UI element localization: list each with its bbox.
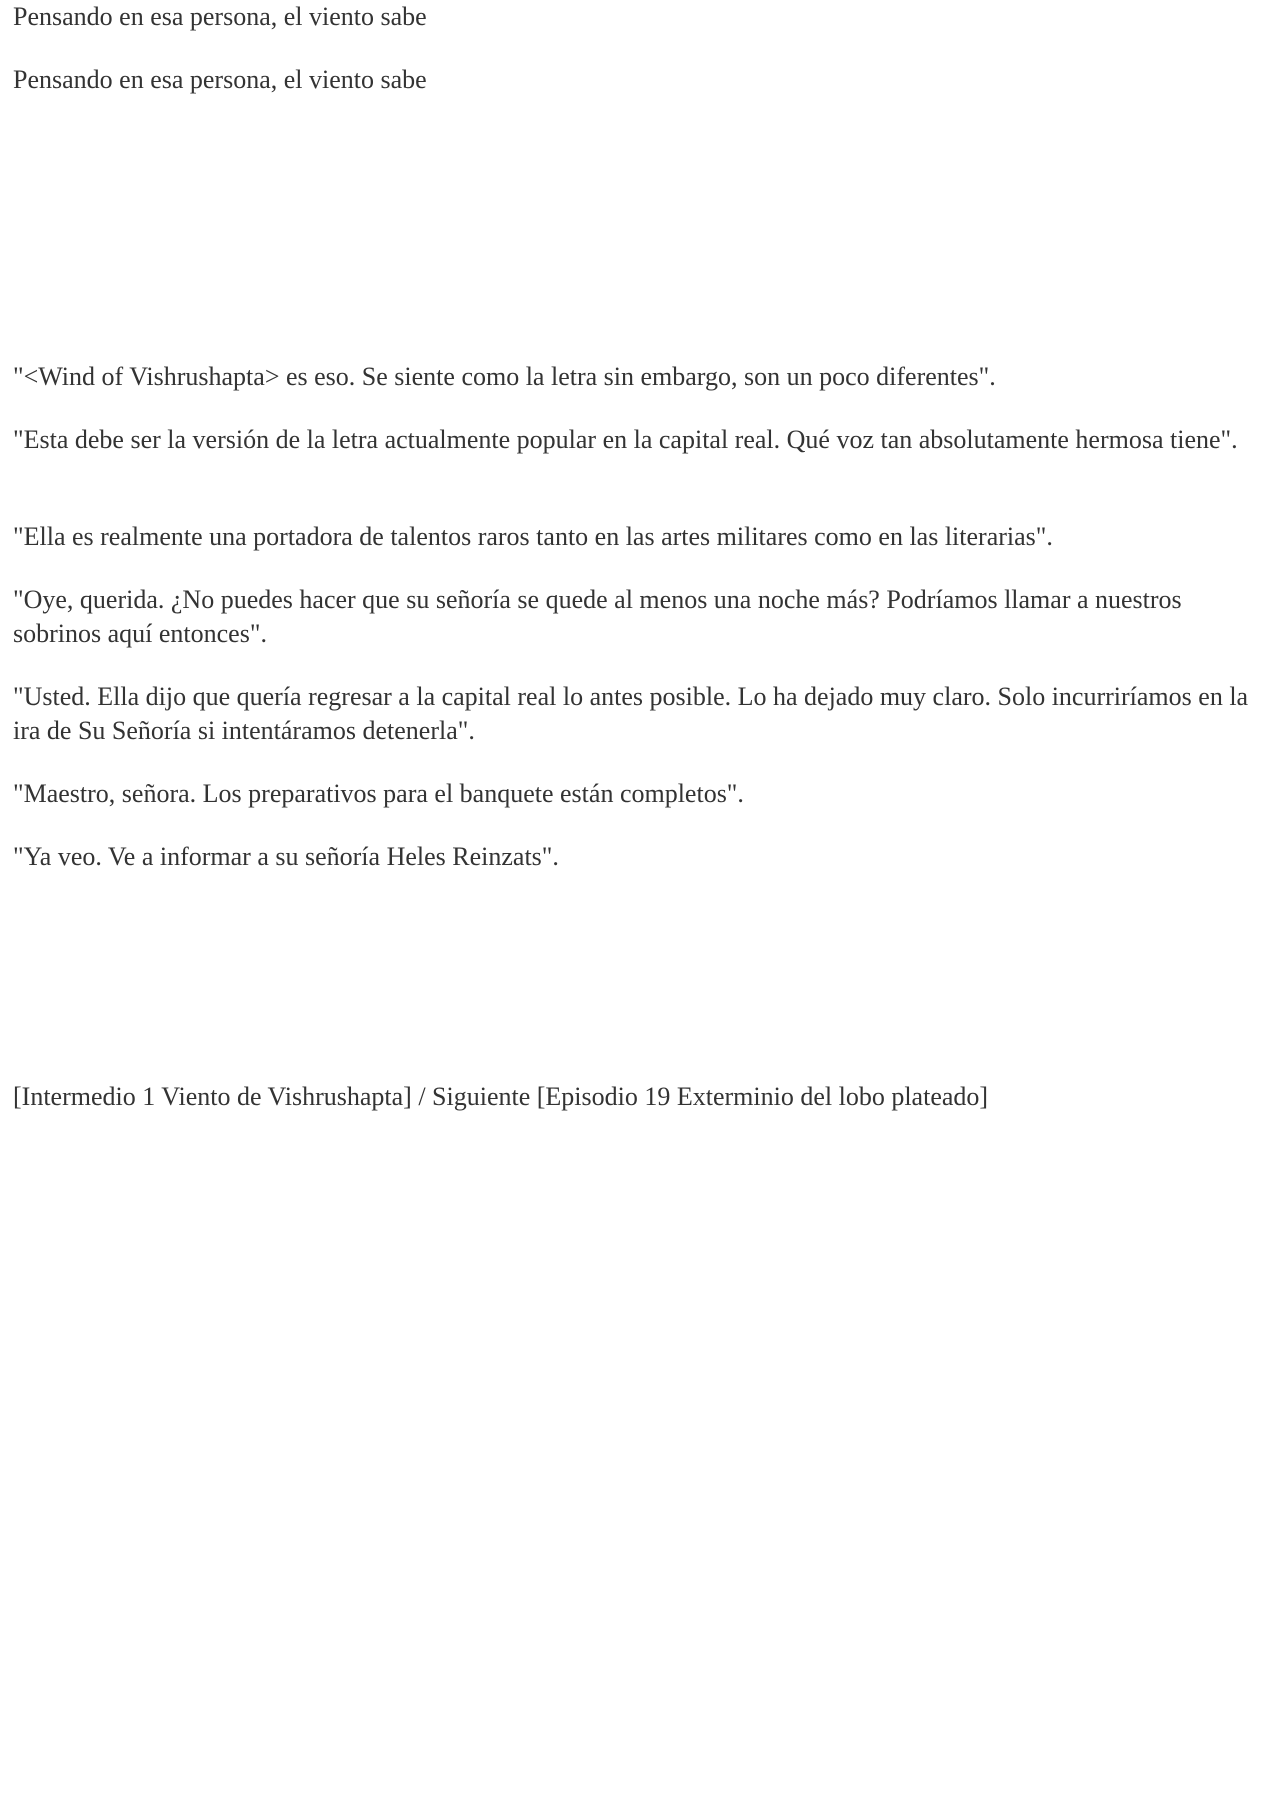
nav-separator: / Siguiente <box>411 1082 537 1111</box>
previous-chapter-link[interactable]: [Intermedio 1 Viento de Vishrushapta] <box>13 1082 412 1111</box>
song-lyric-line: Pensando en esa persona, el viento sabe <box>13 2 427 31</box>
chapter-navigation <box>13 1080 1253 1114</box>
dialogue-paragraph: "Esta debe ser la versión de la letra actualmente popular en la capital real. Qué voz tan absolutamente hermosa tiene". <box>13 425 1238 454</box>
dialogue-paragraph: "Maestro, señora. Los preparativos para el banquete están completos". <box>13 779 744 808</box>
dialogue-paragraph: "Usted. Ella dijo que quería regresar a la capital real lo antes posible. Lo ha dejado muy claro. Solo incurriríamos en la ira de Su Señoría si intentáramos detenerla". <box>13 682 1249 745</box>
dialogue-paragraph: "<Wind of Vishrushapta> es eso. Se siente como la letra sin embargo, son un poco diferentes". <box>13 362 996 391</box>
dialogue-paragraph: "Ella es realmente una portadora de talentos raros tanto en las artes militares como en las literarias". <box>13 522 1053 551</box>
song-lyric-line: Pensando en esa persona, el viento sabe <box>13 65 427 94</box>
next-chapter-link[interactable]: [Episodio 19 Exterminio del lobo plateado] <box>536 1082 989 1111</box>
dialogue-paragraph: "Ya veo. Ve a informar a su señoría Heles Reinzats". <box>13 842 559 871</box>
dialogue-paragraph: "Oye, querida. ¿No puedes hacer que su señoría se quede al menos una noche más? Podríamos llamar a nuestros sobrinos aquí entonces". <box>13 585 1182 648</box>
